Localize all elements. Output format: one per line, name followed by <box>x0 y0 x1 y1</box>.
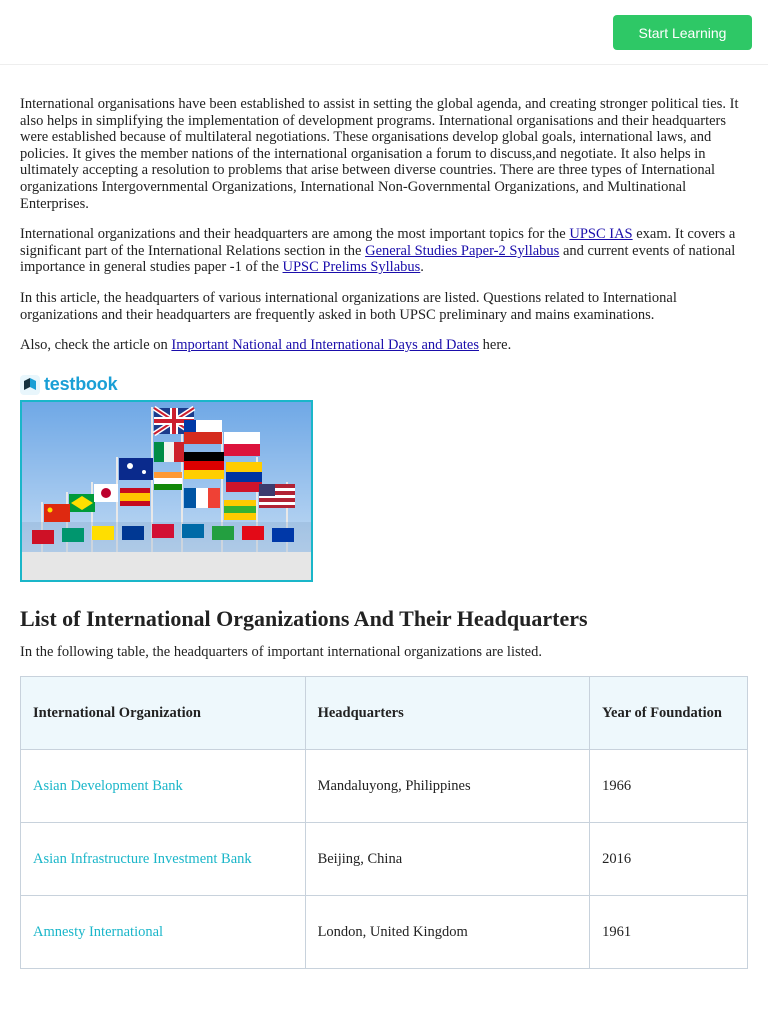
table-row <box>21 896 748 969</box>
header-year: Year of Foundation <box>590 677 748 750</box>
table-header-row <box>21 677 748 750</box>
upsc-prelims-syllabus-link[interactable]: UPSC Prelims Syllabus <box>282 259 421 276</box>
headquarters-cell: Beijing, China <box>305 823 590 896</box>
testbook-logo-icon <box>20 375 40 395</box>
flags-illustration <box>22 402 311 580</box>
headquarters-cell: London, United Kingdom <box>305 896 590 969</box>
headquarters-cell: Mandaluyong, Philippines <box>305 750 590 823</box>
topics-paragraph <box>20 226 748 276</box>
table-row <box>21 823 748 896</box>
year-cell: 1966 <box>590 750 748 823</box>
text: and current events of national importance in general studies paper -1 of the <box>20 242 736 276</box>
top-bar <box>0 0 768 65</box>
start-learning-button[interactable]: Start Learning <box>613 15 752 50</box>
year-cell: 1961 <box>590 896 748 969</box>
year-cell: 2016 <box>590 823 748 896</box>
also-check-paragraph <box>20 337 748 354</box>
text: here. <box>479 337 512 354</box>
intro-paragraph: International organisations have been established to assist in setting the global agenda, and creating stronger political ties. It also helps in simplifying the implementation of development programs. International organisations and their headquarters were established because of multilateral negotiations. These organisations develop global goals, international laws, and policies. It gives the member nations of the international organisation a forum to discuss,and negotiate. It also helps in ultimately accepting a resolution to problems that arise between diverse countries. There are three types of International organizations Intergovernmental Organizations, International Non-Governmental Organizations, and Multinational Enterprises. <box>20 96 739 212</box>
section-title: List of International Organizations And Their Headquarters <box>20 605 588 631</box>
text: . <box>420 259 424 276</box>
text: Also, check the article on <box>20 337 172 354</box>
article-summary-paragraph: In this article, the headquarters of various international organizations are listed. Questions related to International organizations and their headquarters are frequently asked in both UPSC preliminary and mains examinations. <box>20 289 677 323</box>
article-content <box>20 96 748 969</box>
upsc-ias-link[interactable]: UPSC IAS <box>569 226 633 243</box>
section-intro: In the following table, the headquarters of important international organizations are listed. <box>20 643 542 660</box>
text: exam. It covers a significant part of the International Relations section in the <box>20 226 736 259</box>
flags-image <box>20 400 313 582</box>
testbook-logo-text: testbook <box>44 374 118 395</box>
organization-link[interactable]: Asian Infrastructure Investment Bank <box>21 823 306 896</box>
text: International organizations and their headquarters are among the most important topics for the <box>20 226 570 243</box>
important-days-link[interactable]: Important National and International Days and Dates <box>171 337 480 354</box>
gs-paper-2-syllabus-link[interactable]: General Studies Paper-2 Syllabus <box>365 242 560 259</box>
table-row <box>21 750 748 823</box>
organization-link[interactable]: Asian Development Bank <box>21 750 306 823</box>
header-organization: International Organization <box>21 677 306 750</box>
testbook-logo <box>20 374 748 396</box>
header-headquarters: Headquarters <box>305 677 590 750</box>
organization-link[interactable]: Amnesty International <box>21 896 306 969</box>
organizations-table <box>20 676 748 969</box>
